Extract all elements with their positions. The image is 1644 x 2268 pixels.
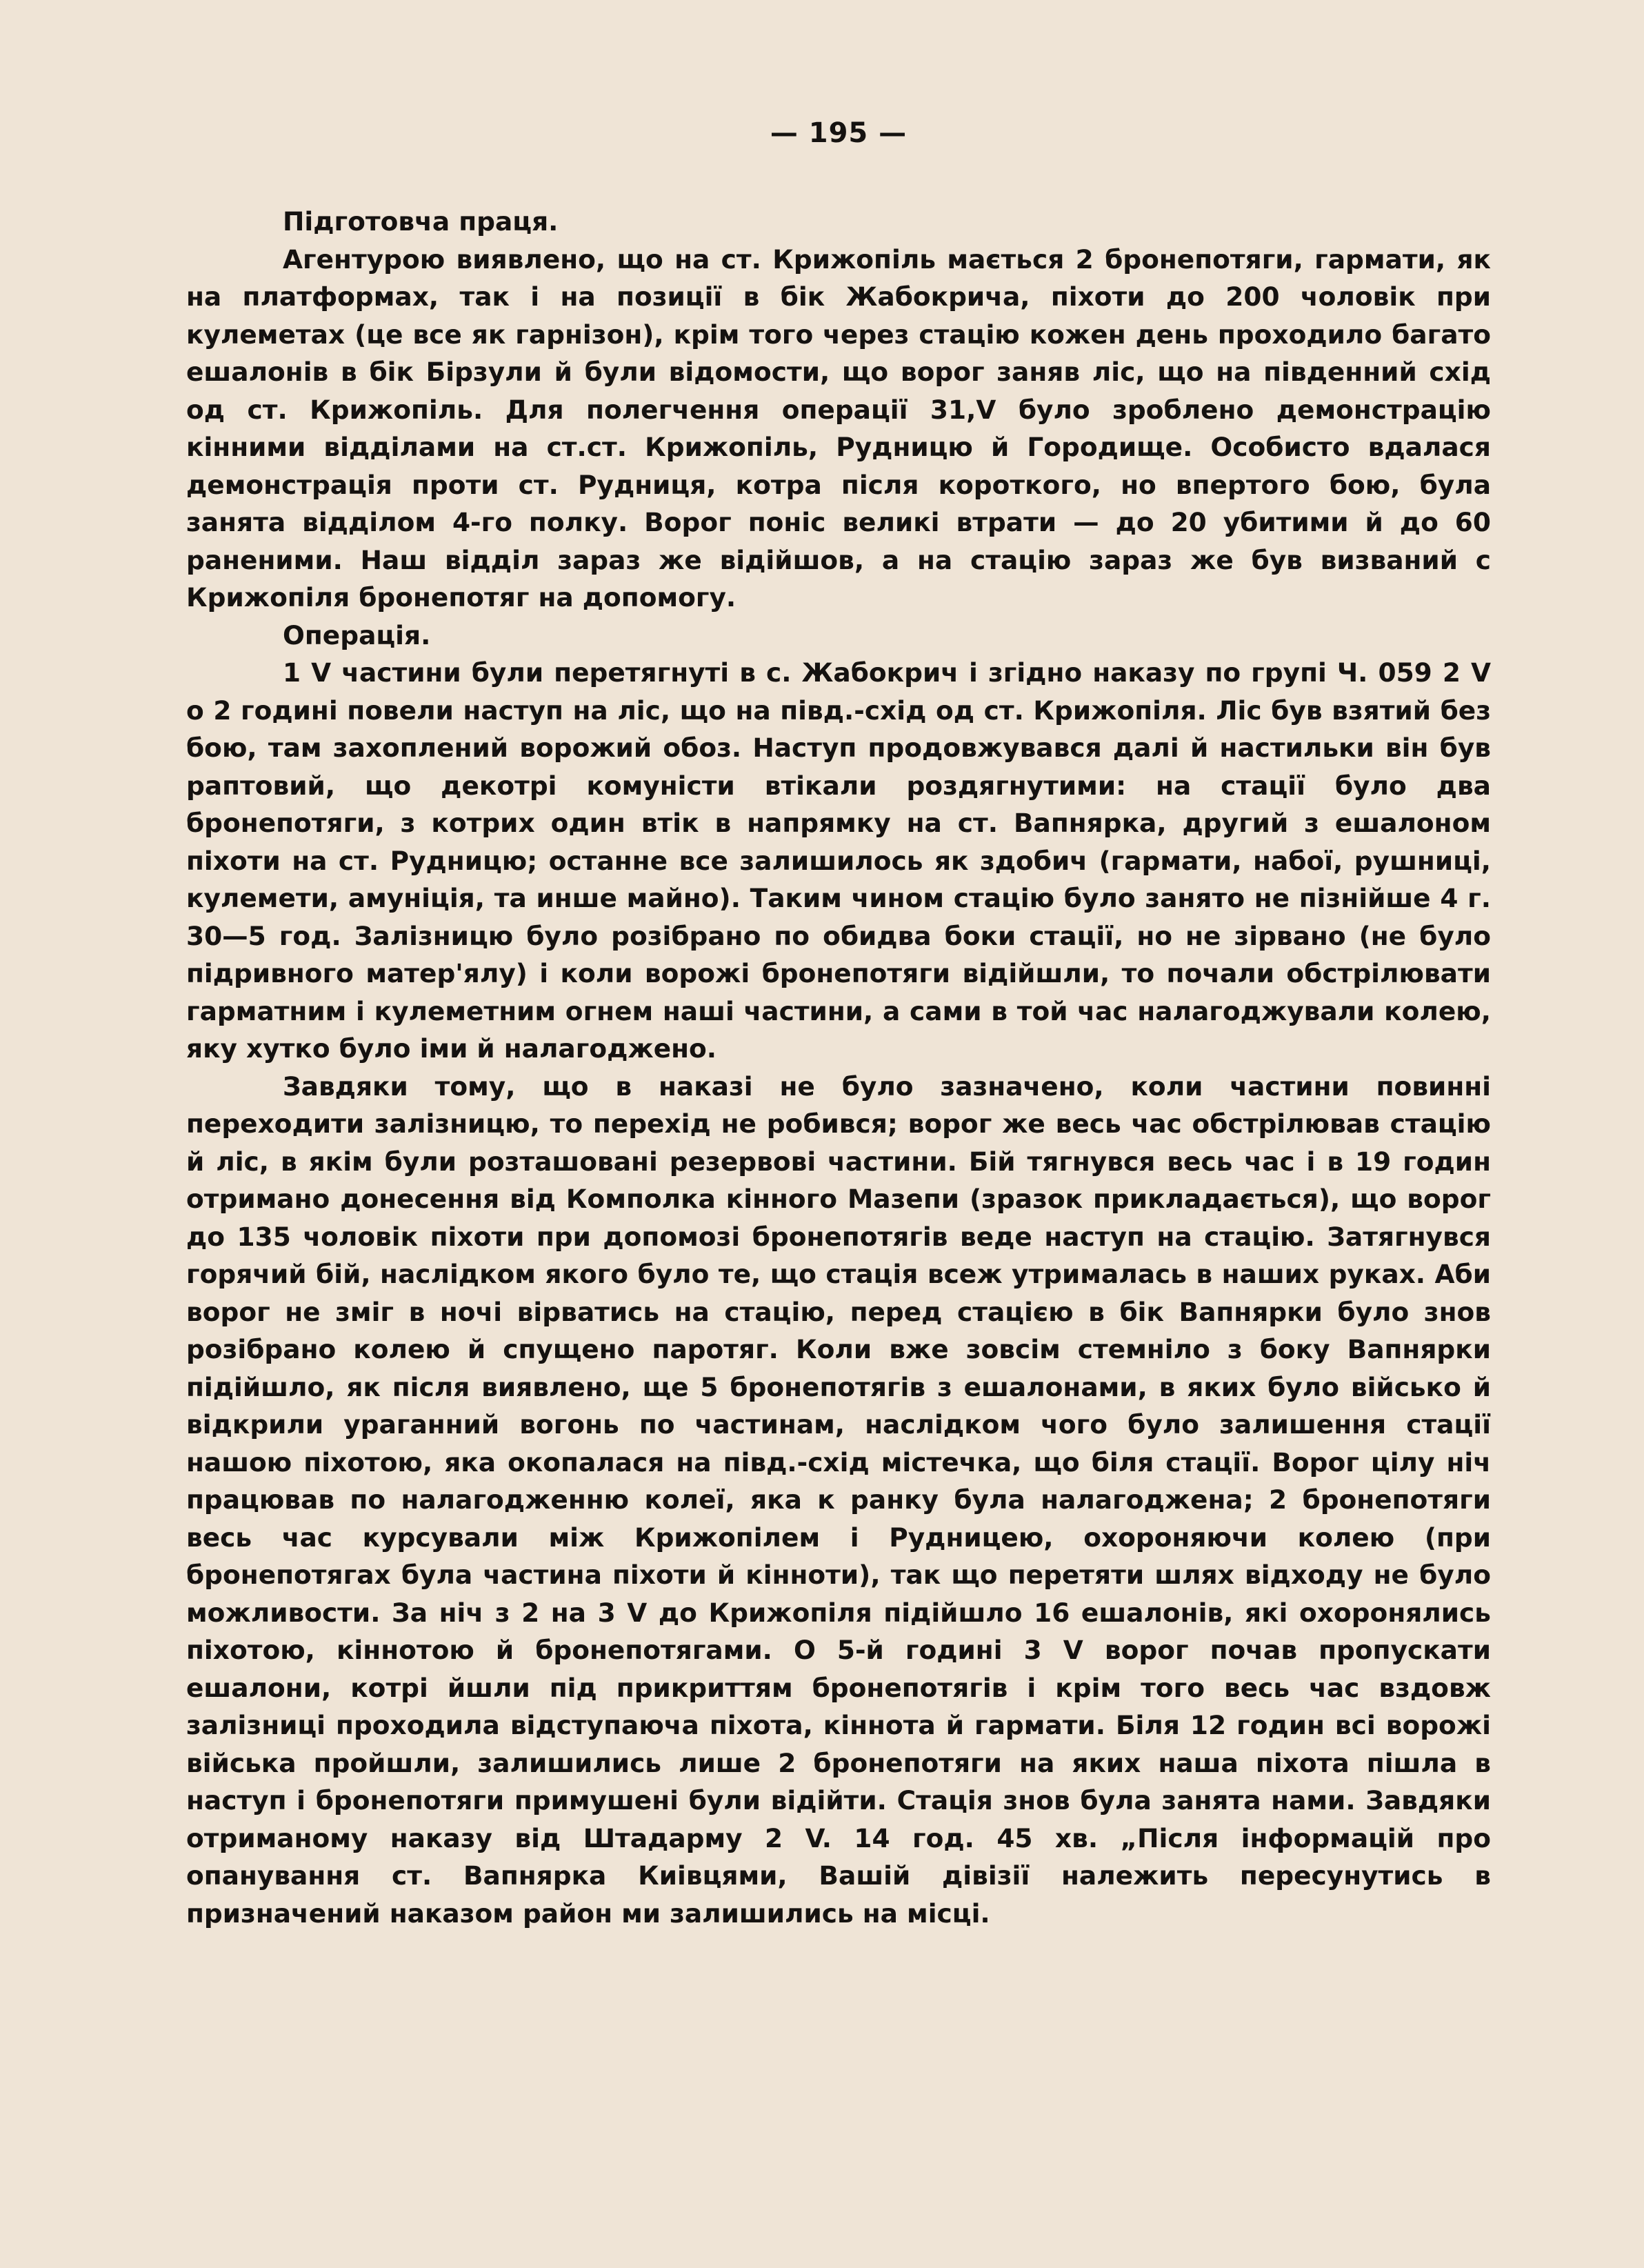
page-number: — 195 — <box>770 117 908 149</box>
paragraph-operation-1: 1 V частини були перетягнуті в с. Жабокрич і згідно наказу по групі Ч. 059 2 V о 2 годині повели наступ на ліс, що на півд.-схід од ст. Крижопіля. Ліс був взятий без бою, там захоплений ворожий обоз. Наступ продовжувався далі й настильки він був раптовий, що декотрі комуністи втікали роздягнутими: на стації було два бронепотяги, з котрих один втік в напрямку на ст. Вапнярка, другий з ешалоном піхоти на ст. Рудницю; останне все залишилось як здобич (гармати, набої, рушниці, кулемети, амуніція, та инше майно). Таким чином стацію було занято не пізнійше 4 г. 30—5 год. Залізницю було розібрано по обидва боки стації, но не зірвано (не було підривного матер'ялу) і коли ворожі бронепотяги відійшли, то почали обстрілювати гарматним і кулеметним огнем наші частини, а сами в той час налагоджували колею, яку хутко було іми й налагоджено. <box>186 657 1491 1064</box>
section-heading-preparation: Підготовча праця. <box>283 206 559 237</box>
paragraph-preparation: Агентурою виявлено, що на ст. Крижопіль мається 2 бронепотяги, гармати, як на платформах, так і на позиції в бік Жабокрича, піхоти до 200 чоловік при кулеметах (це все як гарнізон), крім того через стацію кожен день проходило багато ешалонів в бік Бірзули й були відомости, що ворог заняв ліс, що на південний схід од ст. Крижопіль. Для полегчення операції 31,V було зроблено демонстрацію кінними відділами на ст.ст. Крижопіль, Рудницю й Городище. Особисто вдалася демонстрація проти ст. Рудниця, котра після короткого, но впертого бою, була занята відділом 4-го полку. Ворог поніс великі втрати — до 20 убитими й до 60 раненими. Наш відділ зараз же відійшов, а на стацію зараз же був визваний с Крижопіля бронепотяг на допомогу. <box>186 243 1491 613</box>
section-heading-operation: Операція. <box>283 619 431 650</box>
document-body <box>186 203 1491 1932</box>
document-page <box>186 117 1491 1932</box>
paragraph-operation-2: Завдяки тому, що в наказі не було зазначено, коли частини повинні переходити залізницю, то перехід не робився; ворог же весь час обстрілював стацію й ліс, в якім були розташовані резервові частини. Бій тягнувся весь час і в 19 годин отримано донесення від Комполка кінного Мазепи (зразок прикладається), що ворог до 135 чоловік піхоти при допомозі бронепотягів веде наступ на стацію. Затягнувся горячий бій, наслідком якого було те, що стація всеж утрималась в наших руках. Аби ворог не зміг в ночі вірватись на стацію, перед стацією в бік Вапнярки було знов розібрано колею й спущено паротяг. Коли вже зовсім стемніло з боку Вапнярки підійшло, як після виявлено, ще 5 бронепотягів з ешалонами, в яких було військо й відкрили ураганний вогонь по частинам, наслідком чого було залишення стації нашою піхотою, яка окопалася на півд.-схід містечка, що біля стації. Ворог цілу ніч працював по налагодженню колеї, яка к ранку була налагоджена; 2 бронепотяги весь час курсували між Крижопілем і Рудницею, охороняючи колею (при бронепотягах була частина піхоти й кінноти), так що перетяти шлях відходу не було можливости. За ніч з 2 на 3 V до Крижопіля підійшло 16 ешалонів, які охоронялись піхотою, кіннотою й бронепотягами. О 5-й годині 3 V ворог почав пропускати ешалони, котрі йшли під прикриттям бронепотягів і крім того весь час вздовж залізниці проходила відступаюча піхота, кіннота й гармати. Біля 12 годин всі ворожі війська пройшли, залишились лише 2 бронепотяги на яких наша піхота пішла в наступ і бронепотяги примушені були відійти. Стація знов була занята нами. Завдяки отриманому наказу від Штадарму 2 V. 14 год. 45 хв. „Після інформацій про опанування ст. Вапнярка Киівцями, Вашій дівізії належить пересунутись в призначений наказом район ми залишились на місці. <box>186 1071 1491 1929</box>
